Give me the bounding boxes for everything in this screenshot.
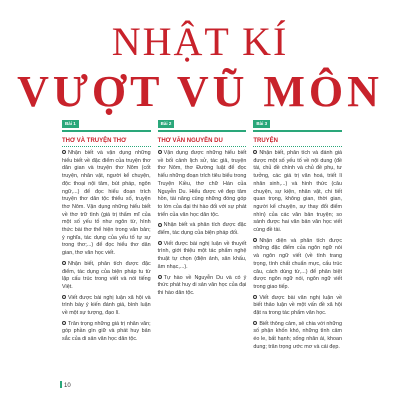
lesson-column-2 (158, 112, 247, 352)
objective-text: Nhận biết và phân tích được đặc điểm, tác dụng của biện pháp đối. (157, 222, 247, 237)
objective-item (62, 295, 151, 318)
objective-item (253, 321, 342, 352)
bullet-icon (253, 321, 257, 325)
footer-bar (60, 381, 62, 388)
divider (253, 146, 342, 147)
bullet-icon (158, 241, 162, 245)
objective-item (158, 150, 247, 219)
objective-text: Viết được bài văn nghị luận về biết thảo luận về một vấn đề xã hội đặt ra trong tác phẩm văn học. (253, 294, 343, 317)
objective-text: Nhận diện và phân tích được những đặc điểm của ngôn ngữ nói và ngôn ngữ viết (về tính trang trọng, tính chất chuẩn mực, cấu trúc câu, cách dùng từ,...) để phân biệt được ngôn ngữ nói, ngôn ngữ viết trong giao tiếp. (253, 237, 343, 290)
objective-text: Biết thông cảm, sẻ chia với những số phận khốn khó, những tình cảm éo le, bất hạnh; sống nhân ái, khoan dung; trân trọng ước mơ và cái đẹp. (253, 320, 343, 350)
title-line-1: NHẬT KÍ (111, 19, 289, 64)
divider (253, 130, 342, 132)
bullet-icon (62, 321, 66, 325)
page-number: 10 (64, 383, 71, 389)
objective-item (253, 295, 342, 318)
lesson-tab: Bài 3 (253, 120, 270, 128)
objective-item (62, 321, 151, 344)
page-footer (60, 381, 71, 389)
objective-item (253, 150, 342, 235)
title-line-2: VƯỢT VŨ MÔN (17, 67, 383, 116)
bullet-icon (253, 150, 257, 154)
lesson-column-1 (62, 112, 151, 352)
lesson-heading: THƠ VĂN NGUYỄN DU (157, 138, 223, 144)
divider (62, 146, 151, 147)
lesson-tab: Bài 2 (158, 120, 175, 128)
lesson-columns (62, 112, 342, 352)
objective-list (253, 150, 342, 352)
objective-text: Trân trọng những giá trị nhân văn; góp phần gìn giữ và phát huy bản sắc của di sản văn học dân tộc. (62, 320, 151, 343)
objective-text: Nhận biết, phân tích và đánh giá được một số yếu tố về nội dung (đề tài, chủ đề chính và chủ đề phụ, tư tưởng, các giá trị văn hoá, triết lí nhân sinh,...) và hình thức (câu chuyện, sự kiện, nhân vật, chi tiết quan trọng, không gian, thời gian, người kể chuyện, sự thay đổi điểm nhìn) của các văn bản truyện; so sánh được hai văn bản văn học viết cùng đề tài. (253, 150, 343, 234)
objective-text: Viết được bài nghị luận xã hội và trình bày ý kiến đánh giá, bình luận về một sự tượng, đạo lí. (62, 294, 151, 317)
objective-item (253, 238, 342, 292)
bullet-icon (253, 295, 257, 299)
objective-item (158, 222, 247, 237)
objective-item (158, 275, 247, 298)
objective-item (158, 241, 247, 272)
objective-text: Tự hào về Nguyễn Du và có ý thức phát huy di sản văn học của đại thi hào dân tộc. (157, 274, 247, 296)
bullet-icon (62, 261, 66, 265)
bullet-icon (158, 223, 162, 227)
lesson-column-3 (253, 112, 342, 352)
objective-text: Vận dụng được những hiểu biết về bối cảnh lịch sử, tác giả, truyện thơ Nôm, thơ Đường luật để đọc hiểu những đoạn trích tiêu biểu trong Truyện Kiều, thơ chữ Hán của Nguyễn Du. Hiểu được vẻ đẹp tâm hồn, tài năng cùng những đóng góp to lớn của đại thi hào đối với sự phát triển của văn học dân tộc. (157, 150, 247, 218)
bullet-icon (62, 150, 66, 154)
divider (158, 130, 247, 132)
bullet-icon (62, 295, 66, 299)
objective-list (62, 150, 151, 344)
objective-list (158, 150, 247, 298)
lesson-tab: Bài 1 (62, 120, 79, 128)
page-title (0, 20, 400, 116)
divider (158, 146, 247, 147)
objective-item (62, 261, 151, 292)
objective-text: Viết được bài nghị luận về thuyết trình, giới thiệu một tác phẩm nghệ thuật tự chọn (điện ảnh, sân khấu, âm nhạc,...). (157, 240, 247, 270)
bullet-icon (253, 238, 257, 242)
lesson-heading: TRUYỆN (253, 138, 279, 144)
lesson-heading: THƠ VÀ TRUYỆN THƠ (62, 138, 127, 144)
objective-text: Nhận biết, phân tích được đặc điểm, tác dụng của biện pháp tu từ lặp cấu trúc trong viết và nói tiếng Việt. (62, 260, 151, 290)
bullet-icon (158, 150, 162, 154)
objective-text: Nhận biết và vận dụng những hiểu biết về đặc điểm của truyện thơ dân gian và truyện thơ Nôm (cốt truyện, nhân vật, người kể chuyện, độc thoại nội tâm, bút pháp, ngôn ngữ,...) để đọc hiểu đoạn trích truyện thơ dân tộc thiểu số, truyện thơ Nôm. Vận dụng những hiểu biết về thơ trữ tình (giá trị thẩm mĩ của một số yếu tố như ngôn từ, hình thức bài thơ thể hiện trong văn bản; ý nghĩa, tác dụng của yếu tố tự sự trong thơ;...) để đọc hiểu thơ dân gian, thơ văn học viết. (62, 150, 151, 257)
bullet-icon (158, 275, 162, 279)
divider (62, 130, 151, 132)
objective-item (62, 150, 151, 258)
